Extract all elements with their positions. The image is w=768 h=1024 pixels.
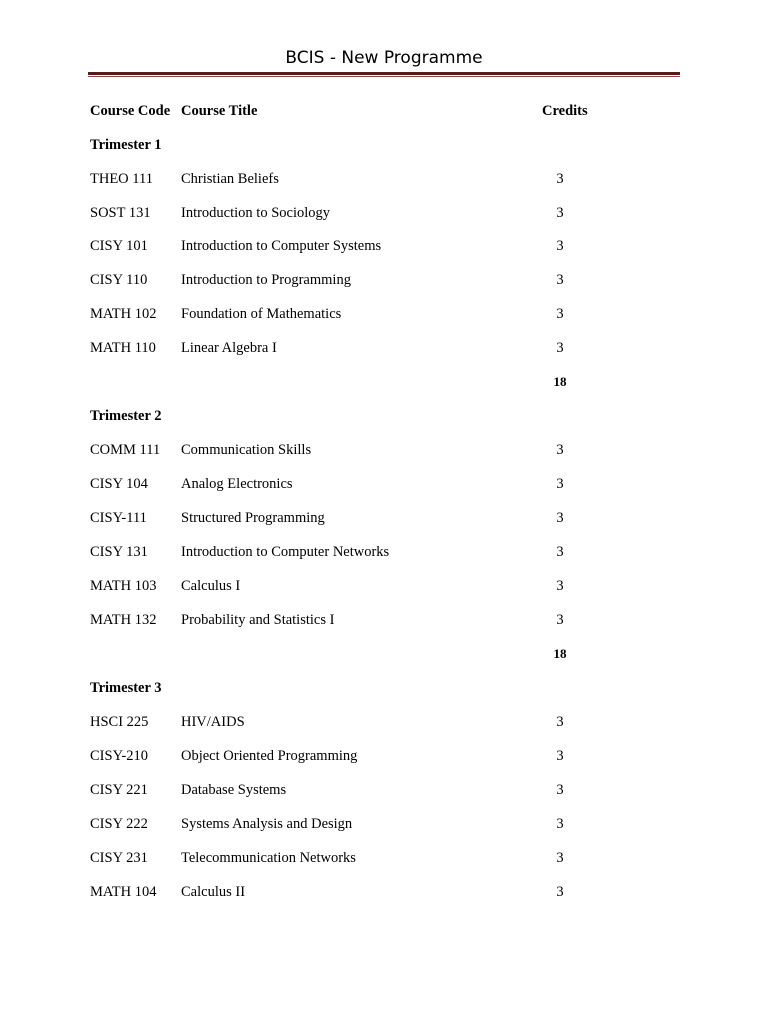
header-course-title: Course Title <box>181 103 258 119</box>
title-rule-thin <box>88 76 680 77</box>
course-title: Systems Analysis and Design <box>181 816 353 832</box>
table-row <box>0 882 768 902</box>
course-title: Analog Electronics <box>181 476 293 492</box>
title-rule <box>88 72 680 75</box>
course-code: MATH 104 <box>90 884 157 900</box>
course-credits: 3 <box>556 544 564 560</box>
course-code: CISY-111 <box>90 510 147 526</box>
trimester-total: 18 <box>553 374 567 389</box>
table-row <box>0 712 768 732</box>
course-credits: 3 <box>556 748 564 764</box>
table-row <box>0 338 768 358</box>
trimester-total-row <box>0 644 768 664</box>
header-course-code: Course Code <box>90 103 171 119</box>
course-credits: 3 <box>556 816 564 832</box>
course-code: CISY-210 <box>90 748 149 764</box>
course-title: Calculus II <box>181 884 246 900</box>
course-credits: 3 <box>556 306 564 322</box>
trimester-total: 18 <box>553 646 567 661</box>
course-code: MATH 132 <box>90 612 157 628</box>
table-row <box>0 169 768 189</box>
course-code: CISY 222 <box>90 816 148 832</box>
course-code: CISY 104 <box>90 476 148 492</box>
table-row <box>0 508 768 528</box>
course-title: Communication Skills <box>181 442 312 458</box>
course-code: CISY 131 <box>90 544 148 560</box>
table-row <box>0 814 768 834</box>
table-row <box>0 746 768 766</box>
course-code: CISY 231 <box>90 850 148 866</box>
course-title: Object Oriented Programming <box>181 748 358 764</box>
course-title: HIV/AIDS <box>181 714 245 730</box>
course-title: Christian Beliefs <box>181 171 279 187</box>
table-row <box>0 203 768 223</box>
course-credits: 3 <box>556 205 564 221</box>
course-title: Calculus I <box>181 578 241 594</box>
course-title: Database Systems <box>181 782 287 798</box>
course-credits: 3 <box>556 442 564 458</box>
course-credits: 3 <box>556 510 564 526</box>
course-credits: 3 <box>556 171 564 187</box>
course-title: Introduction to Programming <box>181 272 351 288</box>
course-code: SOST 131 <box>90 205 151 221</box>
course-code: CISY 221 <box>90 782 148 798</box>
course-code: MATH 103 <box>90 578 157 594</box>
course-credits: 3 <box>556 850 564 866</box>
table-row <box>0 304 768 324</box>
table-row <box>0 848 768 868</box>
course-credits: 3 <box>556 272 564 288</box>
header-credits: Credits <box>542 103 588 119</box>
table-row <box>0 236 768 256</box>
course-title: Probability and Statistics I <box>181 612 335 628</box>
course-title: Introduction to Sociology <box>181 205 331 221</box>
course-code: MATH 102 <box>90 306 157 322</box>
document-title: BCIS - New Programme <box>285 48 483 68</box>
course-credits: 3 <box>556 884 564 900</box>
course-title: Telecommunication Networks <box>181 850 356 866</box>
table-header <box>0 101 768 121</box>
course-credits: 3 <box>556 340 564 356</box>
table-row <box>0 576 768 596</box>
trimester-label: Trimester 1 <box>90 137 162 153</box>
course-code: MATH 110 <box>90 340 156 356</box>
course-credits: 3 <box>556 714 564 730</box>
course-title: Introduction to Computer Networks <box>181 544 390 560</box>
trimester-heading <box>0 135 768 155</box>
table-row <box>0 542 768 562</box>
course-code: CISY 110 <box>90 272 148 288</box>
course-title: Introduction to Computer Systems <box>181 238 382 254</box>
trimester-label: Trimester 2 <box>90 408 162 424</box>
table-row <box>0 270 768 290</box>
course-title: Foundation of Mathematics <box>181 306 342 322</box>
course-credits: 3 <box>556 578 564 594</box>
trimester-label: Trimester 3 <box>90 680 162 696</box>
table-row <box>0 610 768 630</box>
table-row <box>0 474 768 494</box>
course-code: THEO 111 <box>90 171 153 187</box>
course-code: CISY 101 <box>90 238 148 254</box>
course-credits: 3 <box>556 476 564 492</box>
trimester-heading <box>0 678 768 698</box>
table-row <box>0 780 768 800</box>
course-credits: 3 <box>556 238 564 254</box>
course-credits: 3 <box>556 782 564 798</box>
course-code: COMM 111 <box>90 442 161 458</box>
trimester-heading <box>0 406 768 426</box>
trimester-total-row <box>0 372 768 392</box>
course-code: HSCI 225 <box>90 714 149 730</box>
table-row <box>0 440 768 460</box>
course-title: Structured Programming <box>181 510 325 526</box>
course-title: Linear Algebra I <box>181 340 277 356</box>
course-credits: 3 <box>556 612 564 628</box>
